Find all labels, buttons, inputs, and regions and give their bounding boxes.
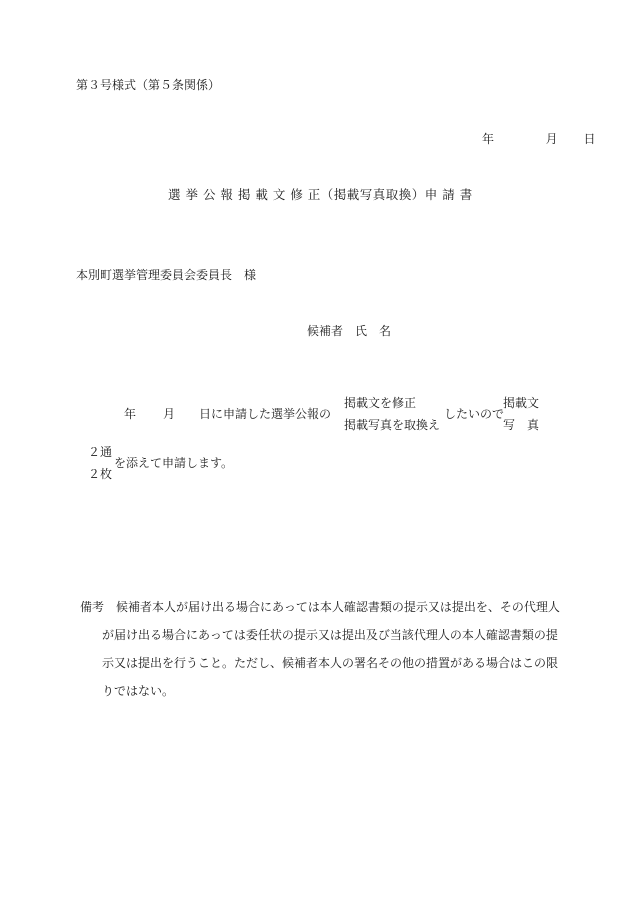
item-text: 掲載文 bbox=[503, 396, 540, 410]
date-month: 月 bbox=[545, 132, 558, 146]
attachment-copies: ２通 bbox=[88, 445, 113, 459]
body-day-text: 日に申請した選挙公報の bbox=[199, 407, 332, 421]
remarks-label: 備考 bbox=[80, 600, 105, 614]
option-text-fix: 掲載文を修正 bbox=[344, 396, 417, 410]
remarks-line: が届け出る場合にあっては委任状の提示又は提出及び当該代理人の本人確認書類の提 bbox=[102, 628, 558, 642]
remarks-line: 示又は提出を行うこと。ただし、候補者本人の署名その他の措置がある場合はこの限 bbox=[102, 656, 559, 670]
body-month: 月 bbox=[163, 407, 176, 421]
addressee: 本別町選挙管理委員会委員長 様 bbox=[76, 268, 257, 282]
date-day: 日 bbox=[583, 132, 596, 146]
attachment-sheets: ２枚 bbox=[88, 467, 113, 481]
body-year: 年 bbox=[124, 407, 137, 421]
candidate-name-label: 候補者 氏 名 bbox=[307, 324, 392, 338]
attachment-rest: を添えて申請します。 bbox=[114, 456, 234, 470]
option-photo-swap: 掲載写真を取換え bbox=[344, 418, 441, 432]
remarks-line: りではない。 bbox=[102, 684, 175, 698]
date-year: 年 bbox=[482, 132, 495, 146]
date-line bbox=[482, 130, 596, 147]
item-photo: 写 真 bbox=[503, 418, 540, 432]
remarks-line: 候補者本人が届け出る場合にあっては本人確認書類の提示又は提出を、その代理人 bbox=[116, 600, 560, 614]
document-title: 選 挙 公 報 掲 載 文 修 正（掲載写真取換）申 請 書 bbox=[168, 187, 473, 202]
body-middle: したいので bbox=[444, 407, 505, 421]
form-number: 第３号様式（第５条関係） bbox=[76, 78, 221, 92]
